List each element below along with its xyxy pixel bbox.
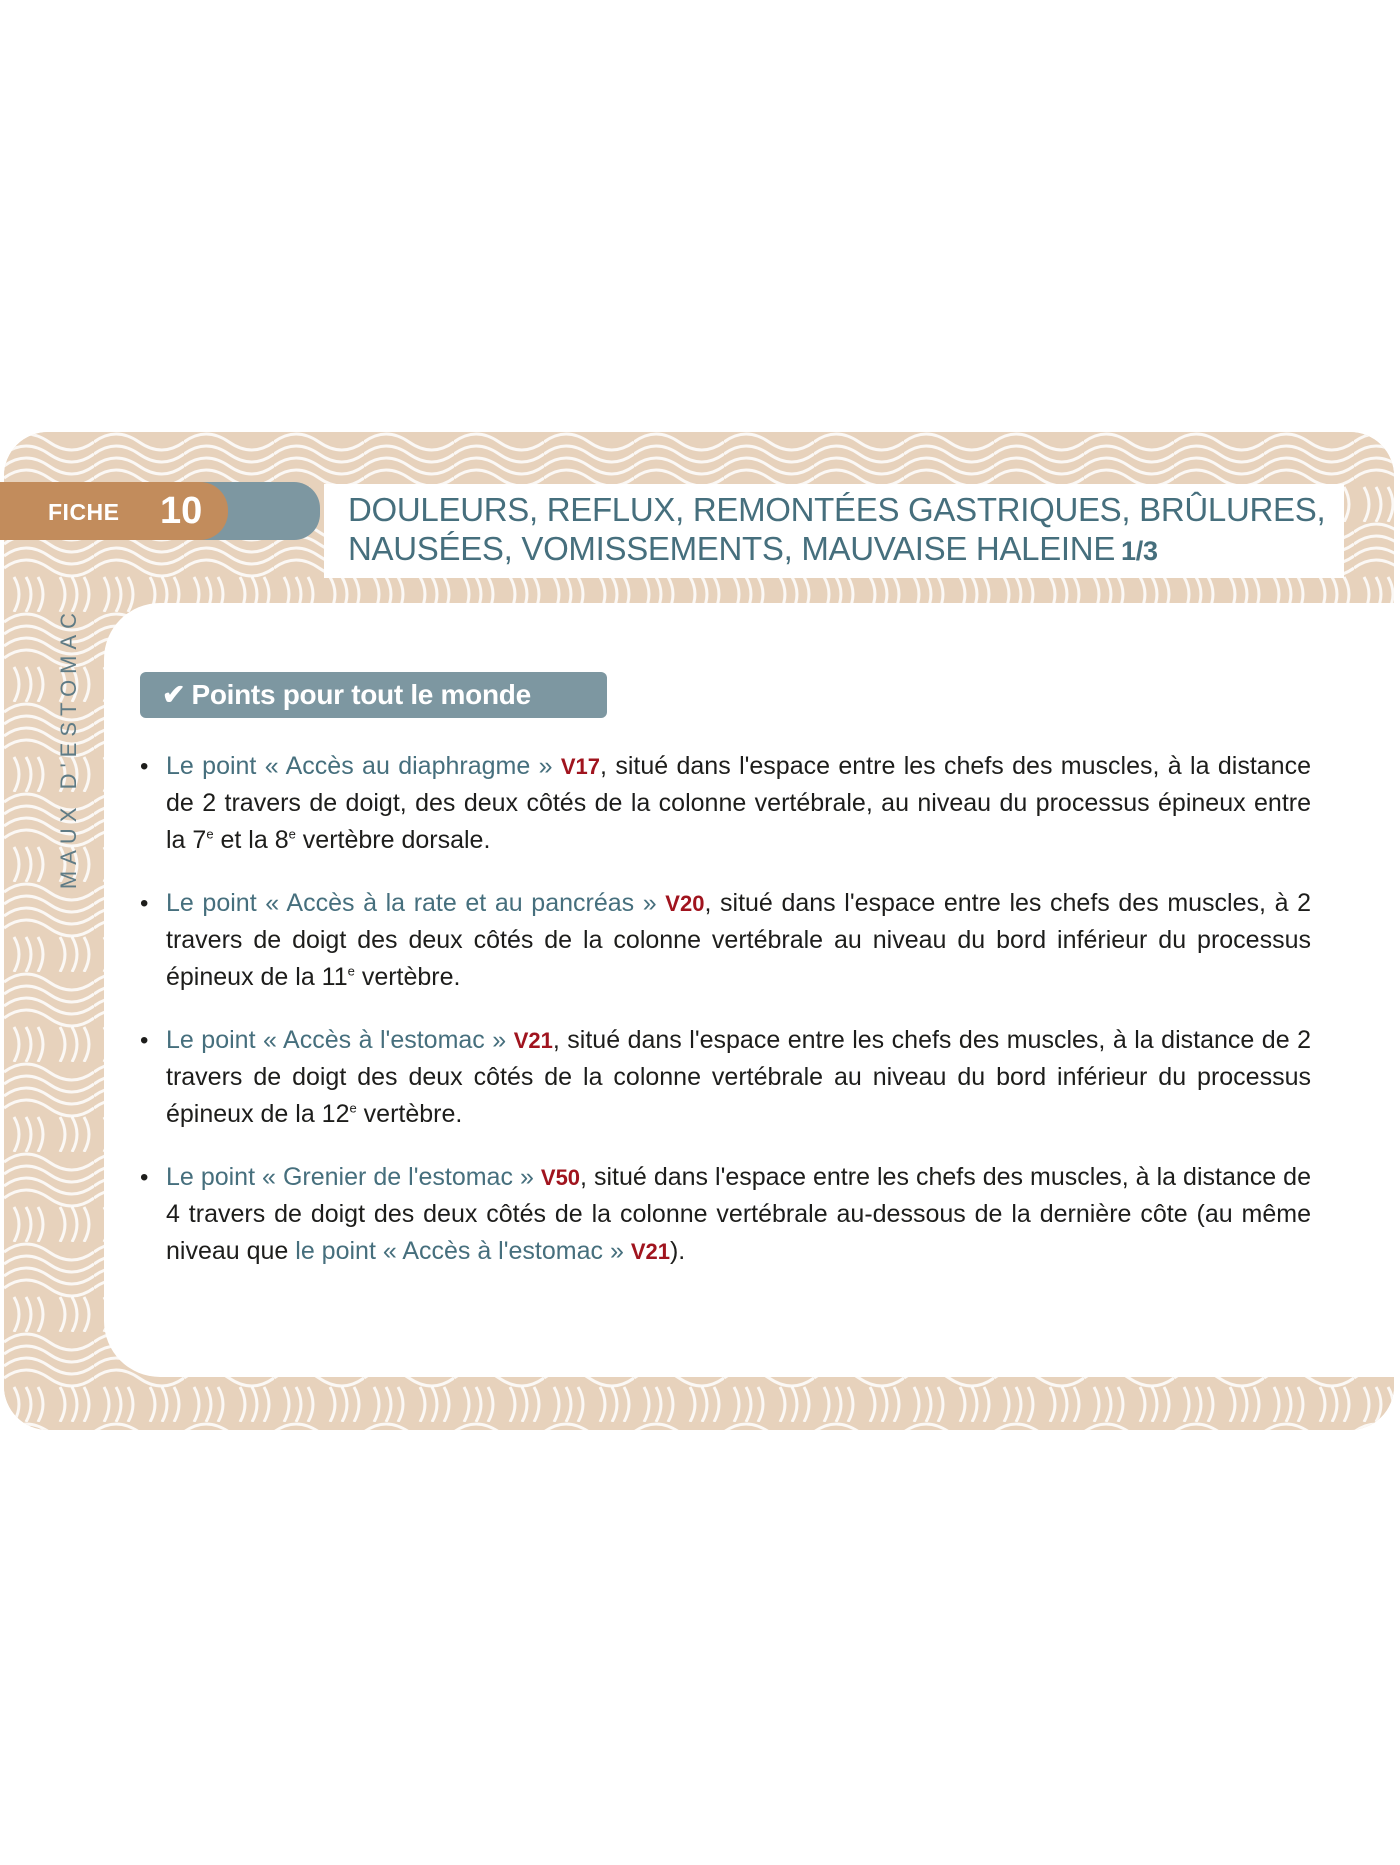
point-description-end: vertèbre. <box>356 1100 463 1128</box>
list-item-v17 <box>136 748 1311 859</box>
point-description-end: vertèbre. <box>354 963 461 991</box>
fiche-label: FICHE <box>48 499 120 525</box>
point-name: Le point « Accès au diaphragme » <box>166 752 553 780</box>
point-name: Le point « Grenier de l'estomac » <box>166 1163 534 1191</box>
page-indicator: 1/3 <box>1121 536 1158 566</box>
title-line-2 <box>348 529 1348 571</box>
bullet-icon: • <box>140 753 149 780</box>
point-code: V17 <box>560 754 601 779</box>
point-description: , situé dans l'espace entre les chefs des muscles, à la distance de 4 travers de doigt des deux côtés de la colonne vertébrale au-dessous de la dernière côte (au même niveau que <box>166 1163 1311 1265</box>
bullet-icon: • <box>140 890 149 917</box>
list-item-v50 <box>136 1159 1311 1270</box>
fiche-tab <box>0 482 320 540</box>
point-name: Le point « Accès à la rate et au pancréas » <box>166 889 657 917</box>
point-description: , situé dans l'espace entre les chefs des muscles, à 2 travers de doigt des deux côtés de la colonne vertébrale au niveau du bord inférieur du processus épineux de la 11 <box>166 889 1311 991</box>
point-description-end: vertèbre dorsale. <box>295 826 491 854</box>
point-code: V20 <box>665 891 705 916</box>
list-item-v21 <box>136 1022 1311 1133</box>
title-line-1: DOULEURS, REFLUX, REMONTÉES GASTRIQUES, BRÛLURES, <box>348 491 1326 528</box>
ordinal-superscript: e <box>288 826 296 842</box>
bullet-icon: • <box>140 1164 149 1191</box>
point-description-end: ). <box>669 1237 686 1265</box>
point-reference-name: le point « Accès à l'estomac » <box>295 1237 624 1265</box>
list-item-v20 <box>136 885 1311 996</box>
point-description: , situé dans l'espace entre les chefs des muscles, à la distance de 2 travers de doigt, des deux côtés de la colonne vertébrale, au niveau du processus épineux entre la 7 <box>166 752 1311 854</box>
point-reference-code: V21 <box>630 1239 670 1264</box>
ordinal-superscript: e <box>347 963 355 979</box>
section-title: Points pour tout le monde <box>191 679 531 710</box>
ordinal-superscript: e <box>206 826 214 842</box>
title-line-2-text: NAUSÉES, VOMISSEMENTS, MAUVAISE HALEINE <box>348 530 1116 567</box>
section-badge <box>140 672 607 718</box>
category-text: MAUX D'ESTOMAC <box>56 606 81 889</box>
ordinal-superscript: e <box>349 1100 357 1116</box>
point-name: Le point « Accès à l'estomac » <box>166 1026 507 1054</box>
points-list <box>136 748 1311 1296</box>
check-icon: ✔ <box>162 679 186 710</box>
fiche-label-box <box>0 482 228 540</box>
fiche-number: 10 <box>160 490 203 532</box>
point-code: V21 <box>513 1028 553 1053</box>
point-description-cont: et la 8 <box>213 826 289 854</box>
category-side-label <box>54 590 84 905</box>
card-title <box>348 490 1348 571</box>
bullet-icon: • <box>140 1027 149 1054</box>
point-code: V50 <box>540 1165 581 1190</box>
point-description: , situé dans l'espace entre les chefs des muscles, à la distance de 2 travers de doigt des deux côtés de la colonne vertébrale au niveau du bord inférieur du processus épineux de la 12 <box>166 1026 1311 1128</box>
